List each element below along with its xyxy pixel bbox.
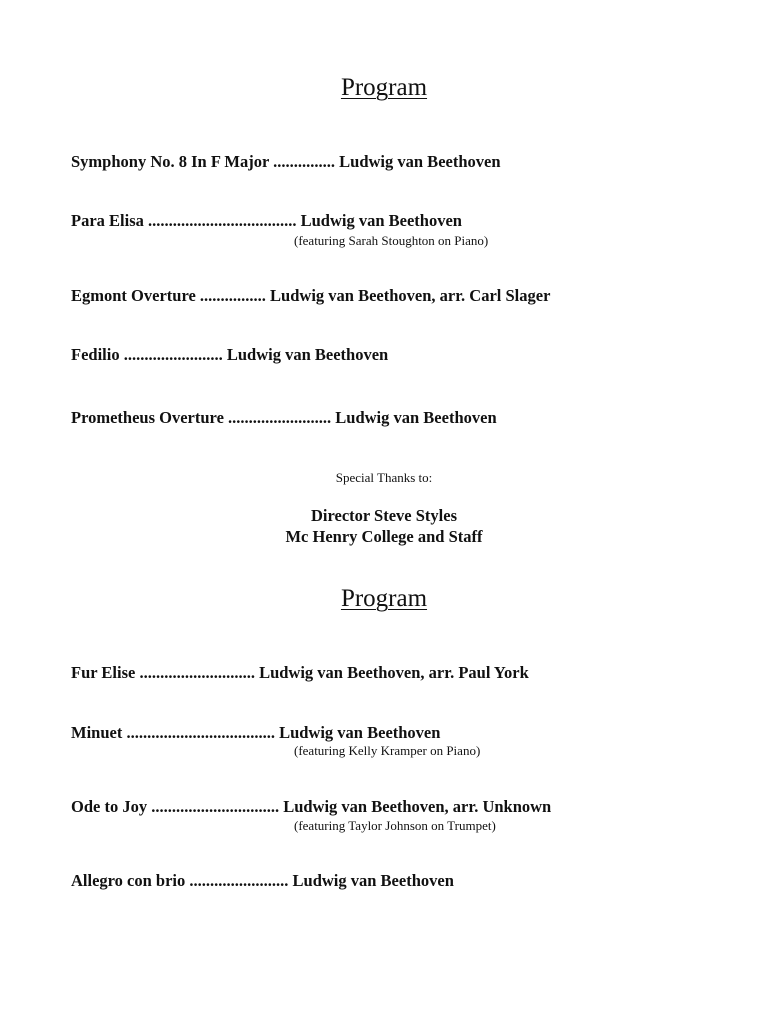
program-item-1: Symphony No. 8 In F Major ............... Ludwig van Beethoven — [71, 152, 501, 171]
program2-item-2-note: (featuring Kelly Kramper on Piano) — [294, 743, 481, 758]
thanks-name-2: Mc Henry College and Staff — [285, 527, 483, 546]
program-item-3: Egmont Overture ................ Ludwig van Beethoven, arr. Carl Slager — [71, 286, 551, 305]
program2-item-3: Ode to Joy ............................... Ludwig van Beethoven, arr. Unknown — [71, 797, 552, 816]
thanks-name-1: Director Steve Styles — [310, 506, 457, 525]
program-heading-1: Program — [340, 74, 428, 101]
program-item-5: Prometheus Overture ......................... Ludwig van Beethoven — [71, 408, 497, 427]
program2-item-1: Fur Elise ............................ Ludwig van Beethoven, arr. Paul York — [71, 663, 529, 682]
program2-item-2: Minuet .................................... Ludwig van Beethoven — [71, 723, 441, 742]
program2-item-3-note: (featuring Taylor Johnson on Trumpet) — [294, 818, 496, 833]
program-heading-2: Program — [340, 585, 428, 612]
special-thanks-label: Special Thanks to: — [335, 470, 433, 485]
program2-item-4: Allegro con brio ........................ Ludwig van Beethoven — [71, 871, 454, 890]
program-item-2: Para Elisa .................................... Ludwig van Beethoven — [71, 211, 462, 230]
program-item-2-note: (featuring Sarah Stoughton on Piano) — [294, 233, 489, 248]
program-item-4: Fedilio ........................ Ludwig van Beethoven — [71, 345, 389, 364]
